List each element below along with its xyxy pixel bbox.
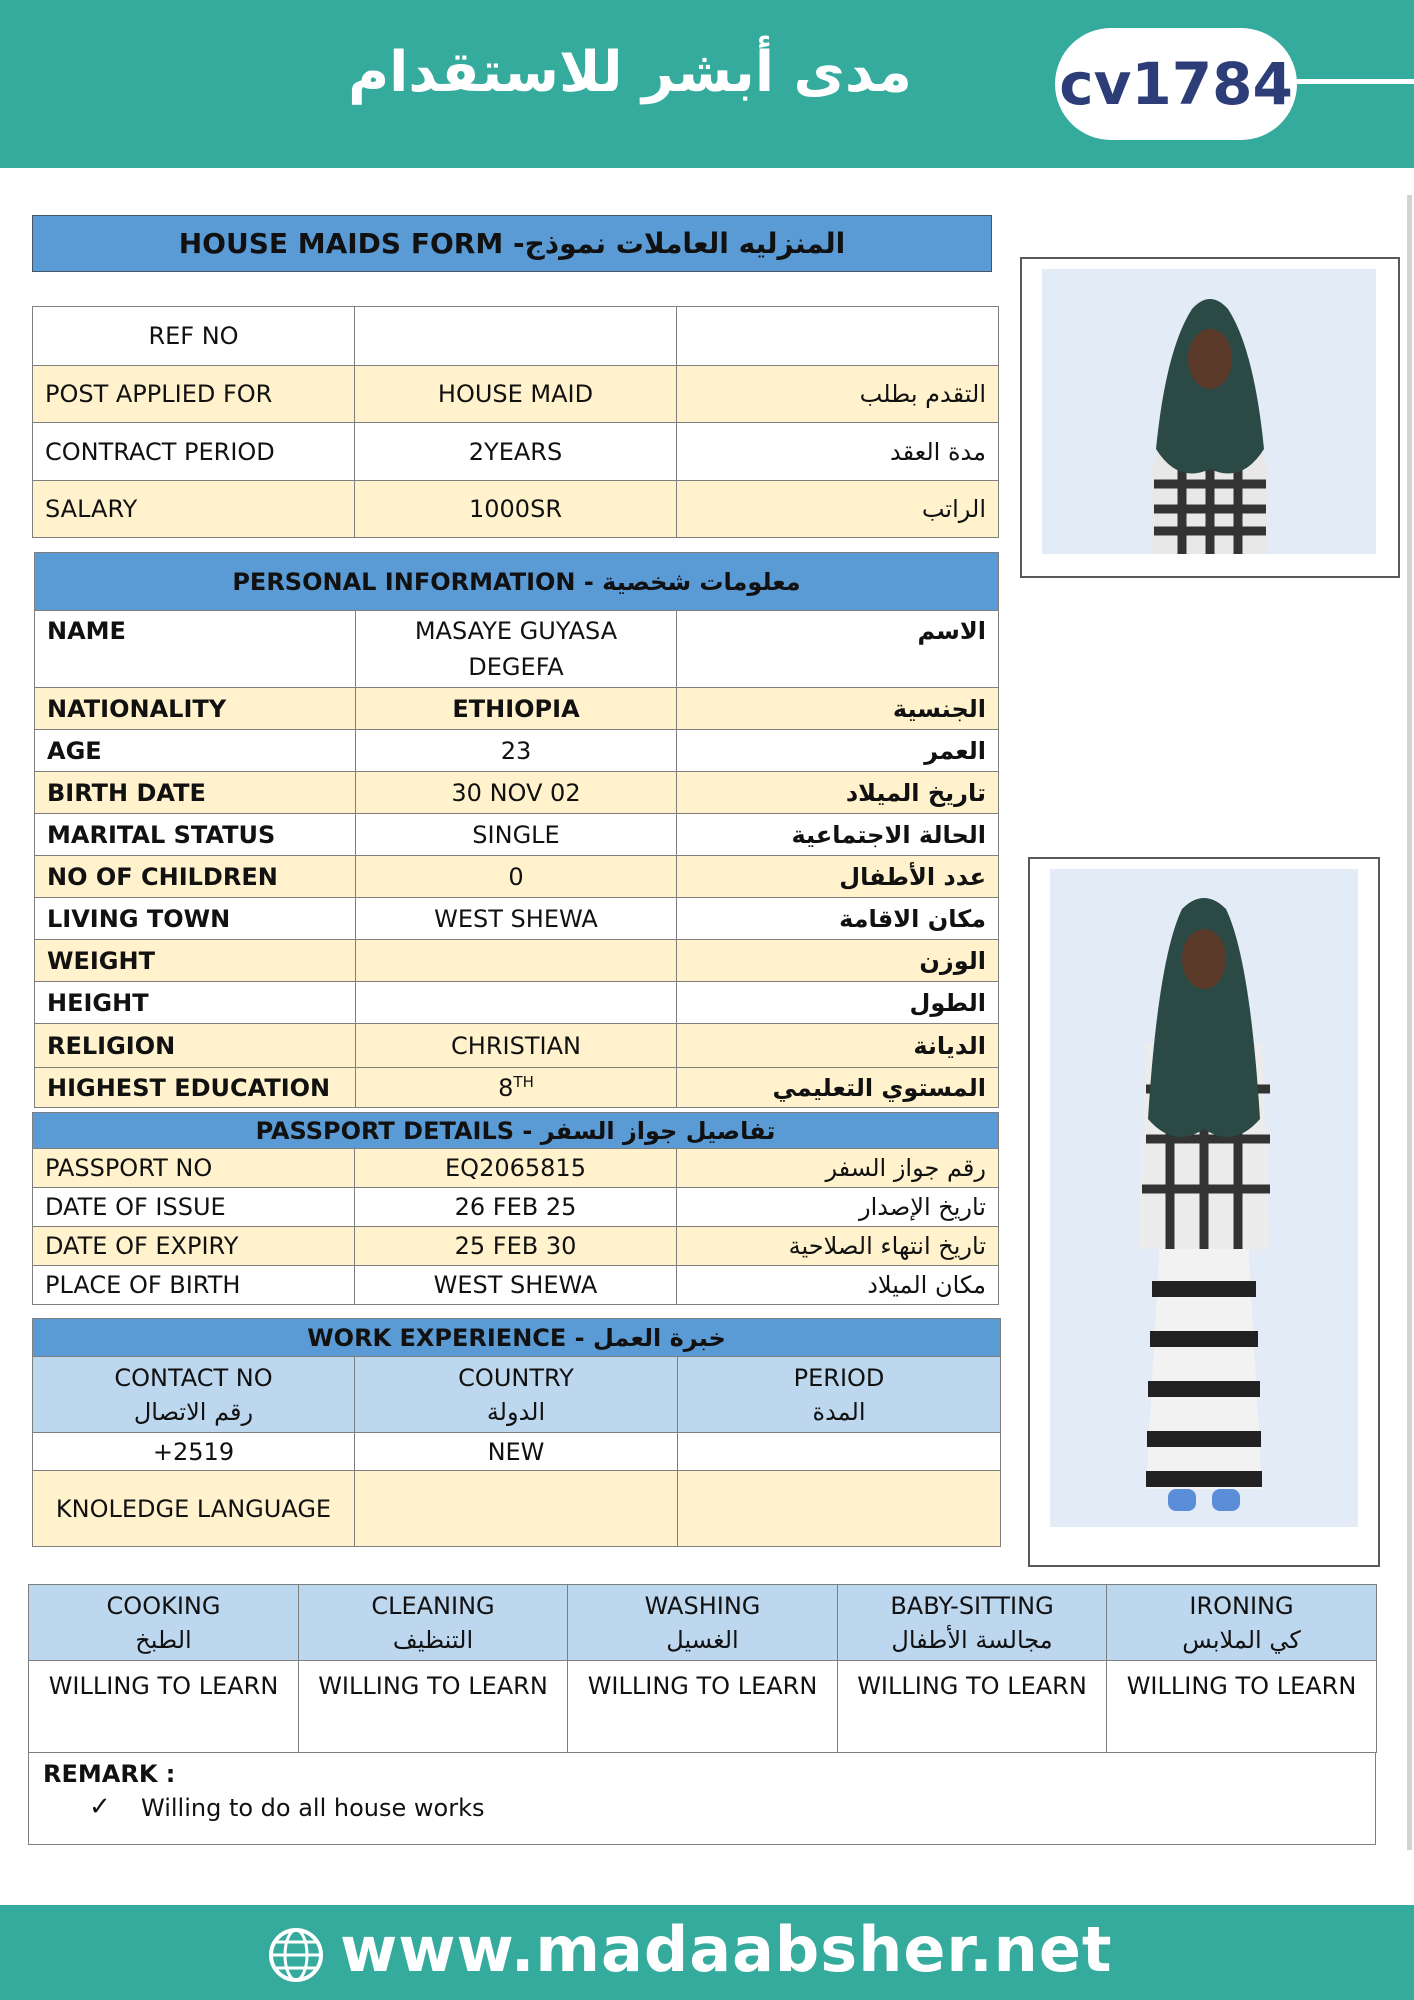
expiry-ar: تاريخ انتهاء الصلاحية [677,1227,999,1266]
table-row [35,814,999,856]
table-row [33,366,999,423]
ref-no-ar [677,307,999,366]
skill-level: WILLING TO LEARN [299,1661,568,1753]
education-suffix: TH [513,1073,534,1091]
remark-item: Willing to do all house works [141,1794,485,1822]
height-value [356,982,677,1024]
ref-no-value [355,307,677,366]
skill-cleaning [299,1585,568,1661]
table-row [35,1024,999,1068]
height-label: HEIGHT [35,982,356,1024]
period-col-en: PERIOD [793,1363,885,1392]
person-portrait-icon [1042,269,1376,554]
skill-ar: كي الملابس [1182,1625,1301,1654]
skill-en: WASHING [644,1591,761,1620]
contact-col-ar: رقم الاتصال [133,1397,254,1426]
skill-level: WILLING TO LEARN [29,1661,299,1753]
remark-label: REMARK : [43,1760,176,1788]
cv-code-badge: cv1784 [1055,28,1297,140]
website-link[interactable]: www.madaabsher.net [340,1913,1113,1986]
birth-place-ar: مكان الميلاد [677,1266,999,1305]
table-row [33,1266,999,1305]
birth-date-ar: تاريخ الميلاد [677,772,999,814]
table-row [33,1471,1001,1547]
period-column [678,1357,1001,1433]
passport-no-value: EQ2065815 [355,1149,677,1188]
table-row [33,481,999,538]
work-heading: WORK EXPERIENCE - خبرة العمل [33,1319,1001,1357]
skill-en: BABY-SITTING [890,1591,1054,1620]
birth-date-value: 30 NOV 02 [356,772,677,814]
table-row [29,1661,1377,1753]
passport-no-ar: رقم جواز السفر [677,1149,999,1188]
skill-washing [568,1585,838,1661]
nationality-ar: الجنسية [677,688,999,730]
children-label: NO OF CHILDREN [35,856,356,898]
footer-bar [0,1905,1414,2000]
issue-value: 26 FEB 25 [355,1188,677,1227]
education-value [356,1068,677,1108]
check-icon: ✓ [89,1792,111,1822]
skill-cooking [29,1585,299,1661]
passport-heading: PASSPORT DETAILS - تفاصيل جواز السفر [33,1113,999,1149]
language-cell [355,1471,678,1547]
issue-label: DATE OF ISSUE [33,1188,355,1227]
weight-ar: الوزن [677,940,999,982]
birth-place-value: WEST SHEWA [355,1266,677,1305]
work-experience-table [32,1318,1001,1547]
skill-ar: مجالسة الأطفال [891,1625,1053,1654]
marital-ar: الحالة الاجتماعية [677,814,999,856]
religion-value: CHRISTIAN [356,1024,677,1068]
brand-title: مدى أبشر للاستقدام [348,40,912,105]
contract-label: CONTRACT PERIOD [33,423,355,481]
town-value: WEST SHEWA [356,898,677,940]
expiry-label: DATE OF EXPIRY [33,1227,355,1266]
table-row [33,1319,1001,1357]
language-cell [678,1471,1001,1547]
skill-ironing [1107,1585,1377,1661]
contact-col-en: CONTACT NO [114,1363,273,1392]
contact-column [33,1357,355,1433]
skill-en: COOKING [106,1591,221,1620]
remark-box [28,1752,1376,1845]
religion-label: RELIGION [35,1024,356,1068]
table-row [29,1585,1377,1661]
table-row [35,772,999,814]
passport-table [32,1112,999,1305]
header-bar [0,0,1414,168]
form-title: HOUSE MAIDS FORM -المنزليه العاملات نموذج [32,215,992,272]
person-full-body-icon [1050,869,1358,1527]
contract-value: 2YEARS [355,423,677,481]
table-row [33,1357,1001,1433]
age-value: 23 [356,730,677,772]
table-row [33,1227,999,1266]
personal-info-table [34,552,999,1108]
skill-en: CLEANING [371,1591,495,1620]
table-row [35,982,999,1024]
table-row [35,898,999,940]
post-ar: التقدم بطلب [677,366,999,423]
skill-babysitting [838,1585,1107,1661]
country-col-en: COUNTRY [458,1363,574,1392]
portrait-photo [1020,257,1400,578]
skill-ar: التنظيف [392,1625,474,1654]
table-row [33,1433,1001,1471]
table-row [33,307,999,366]
birth-place-label: PLACE OF BIRTH [33,1266,355,1305]
table-row [33,1113,999,1149]
salary-label: SALARY [33,481,355,538]
expiry-value: 25 FEB 30 [355,1227,677,1266]
table-row [35,1068,999,1108]
salary-value: 1000SR [355,481,677,538]
education-label: HIGHEST EDUCATION [35,1068,356,1108]
table-row [35,611,999,688]
skill-level: WILLING TO LEARN [838,1661,1107,1753]
table-row [35,553,999,611]
town-label: LIVING TOWN [35,898,356,940]
ref-no-label: REF NO [33,307,355,366]
skill-level: WILLING TO LEARN [568,1661,838,1753]
height-ar: الطول [677,982,999,1024]
name-ar: الاسم [677,611,999,688]
marital-label: MARITAL STATUS [35,814,356,856]
marital-value: SINGLE [356,814,677,856]
skill-ar: الطبخ [135,1625,192,1654]
town-ar: مكان الاقامة [677,898,999,940]
nationality-value: ETHIOPIA [356,688,677,730]
weight-label: WEIGHT [35,940,356,982]
table-row [35,688,999,730]
table-row [35,856,999,898]
issue-ar: تاريخ الإصدار [677,1188,999,1227]
globe-icon [268,1927,324,1983]
education-ar: المستوي التعليمي [677,1068,999,1108]
religion-ar: الديانة [677,1024,999,1068]
salary-ar: الراتب [677,481,999,538]
name-value: MASAYE GUYASA DEGEFA [356,611,677,688]
children-value: 0 [356,856,677,898]
country-col-ar: الدولة [486,1397,546,1426]
table-row [33,1149,999,1188]
scrollbar[interactable] [1407,195,1412,1850]
table-row [33,1188,999,1227]
language-label: KNOLEDGE LANGUAGE [33,1471,355,1547]
period-col-ar: المدة [812,1397,866,1426]
table-row [33,423,999,481]
country-column [355,1357,678,1433]
skill-ar: الغسيل [666,1625,739,1654]
contact-value: +2519 [33,1433,355,1471]
passport-no-label: PASSPORT NO [33,1149,355,1188]
table-row [35,730,999,772]
contract-ar: مدة العقد [677,423,999,481]
post-label: POST APPLIED FOR [33,366,355,423]
post-value: HOUSE MAID [355,366,677,423]
age-label: AGE [35,730,356,772]
name-label: NAME [35,611,356,688]
skill-level: WILLING TO LEARN [1107,1661,1377,1753]
weight-value [356,940,677,982]
skills-table [28,1584,1377,1753]
age-ar: العمر [677,730,999,772]
full-body-photo [1028,857,1380,1567]
table-row [35,940,999,982]
nationality-label: NATIONALITY [35,688,356,730]
education-number: 8 [498,1074,514,1102]
basic-info-table [32,306,999,538]
period-value [678,1433,1001,1471]
birth-date-label: BIRTH DATE [35,772,356,814]
country-value: NEW [355,1433,678,1471]
header-divider [1290,79,1414,84]
skill-en: IRONING [1189,1591,1294,1620]
children-ar: عدد الأطفال [677,856,999,898]
personal-heading: PERSONAL INFORMATION - معلومات شخصية [35,553,999,611]
